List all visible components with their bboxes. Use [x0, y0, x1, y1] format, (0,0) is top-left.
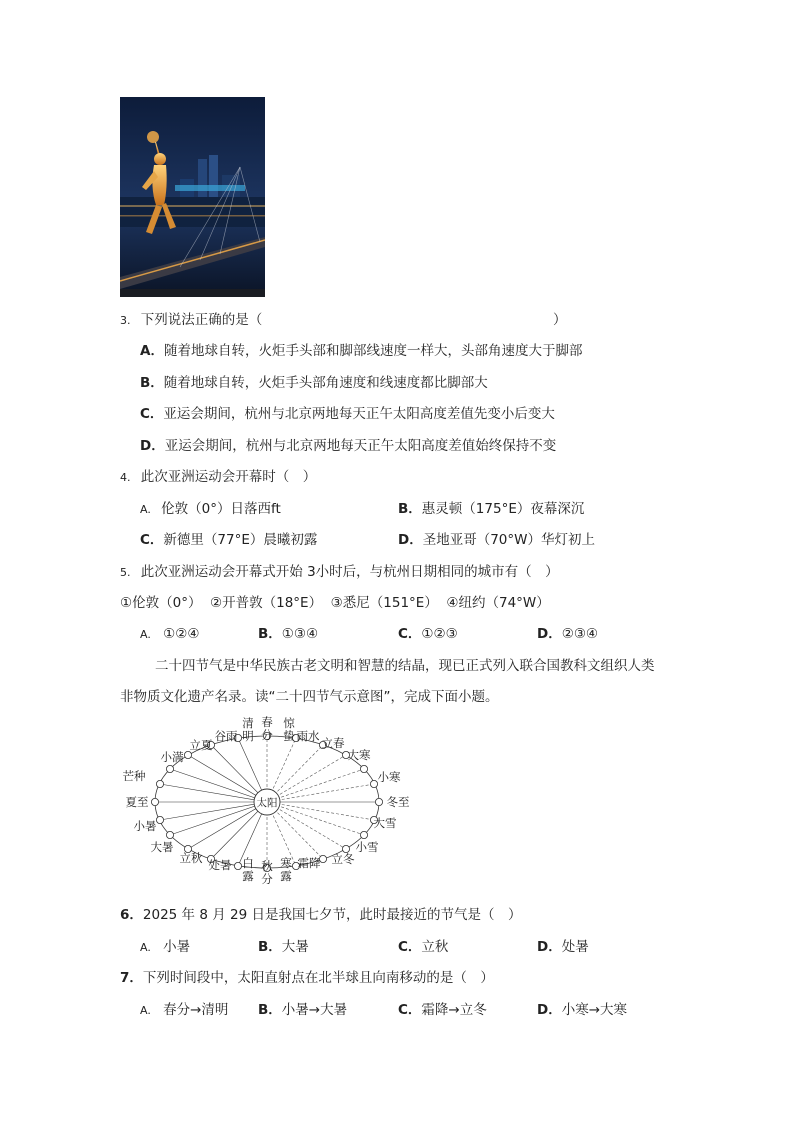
q6-option-d	[537, 938, 589, 956]
option-text: 春分→清明	[163, 1002, 229, 1018]
term-dongzhi: 冬至	[386, 795, 410, 809]
option-text: ②③④	[561, 626, 599, 642]
term-daxue: 大雪	[373, 816, 397, 830]
option-text: ①②④	[163, 626, 200, 642]
q5-option-b	[258, 625, 318, 643]
option-letter: A.	[140, 628, 151, 641]
term-guyu: 谷雨	[214, 729, 238, 743]
option-text: ①③④	[281, 626, 319, 642]
term-dahan: 大寒	[347, 748, 371, 762]
q5-option-d	[537, 625, 598, 643]
q7-option-b	[258, 1001, 347, 1019]
q6-option-b	[258, 938, 309, 956]
sun-label: 太阳	[256, 797, 278, 809]
term-chunfen	[261, 715, 273, 742]
option-text: ①②③	[421, 626, 458, 642]
option-text: 惠灵顿（175°E）夜幕深沉	[421, 501, 585, 517]
term-chunfen-char: 分	[261, 728, 273, 742]
q3-option-b	[140, 374, 488, 392]
term-hanlu: 寒露	[280, 856, 292, 883]
intro-line-1: 二十四节气是中华民族古老文明和智慧的结晶，现已正式列入联合国教科文组织人类	[155, 658, 655, 674]
option-letter: D．	[140, 438, 165, 454]
term-xiaoman: 小满	[160, 750, 184, 764]
option-letter: B．	[258, 939, 282, 955]
term-lixia: 立夏	[189, 738, 213, 752]
term-xiaoxue: 小雪	[355, 840, 379, 854]
q4-stem: 此次亚洲运动会开幕时（ ）	[140, 469, 317, 485]
q4-option-b	[398, 500, 584, 518]
option-letter: A．	[140, 343, 164, 359]
term-mangzhong: 芒种	[122, 769, 146, 783]
option-text: 随着地球自转，火炬手头部和脚部线速度一样大，头部角速度大于脚部	[163, 343, 583, 359]
option-letter: B．	[258, 626, 282, 642]
option-letter: D．	[398, 532, 423, 548]
q5-option-a	[140, 625, 199, 644]
q4-number: 4.	[120, 471, 131, 484]
option-text: 霜降→立冬	[421, 1002, 487, 1018]
term-qingming: 清明	[242, 716, 254, 743]
option-letter: A.	[140, 1004, 151, 1017]
q7-stem: 下列时间段中，太阳直射点在北半球且向南移动的是（ ）	[142, 970, 494, 986]
torchbearer-photo	[120, 97, 265, 297]
q4-option-d	[398, 531, 595, 549]
term-yushui: 雨水	[296, 729, 320, 743]
option-letter: D．	[537, 939, 562, 955]
term-bailu: 白露	[242, 856, 254, 883]
term-shuangjiang: 霜降	[297, 856, 321, 870]
q3-stem: 下列说法正确的是（	[140, 312, 263, 328]
term-xiazhi: 夏至	[125, 795, 149, 809]
term-chushu: 处暑	[208, 858, 232, 872]
q5-cities: ①伦敦（0°） ②开普敦（18°E） ③悉尼（151°E） ④纽约（74°W）	[120, 595, 550, 611]
q3-stem-row	[120, 311, 262, 330]
option-text: 随着地球自转，火炬手头部角速度和线速度都比脚部大	[163, 375, 488, 391]
q4-option-a	[140, 500, 281, 519]
option-letter: C．	[140, 532, 164, 548]
option-text: 小寒→大寒	[561, 1002, 628, 1018]
q6-number: 6．	[120, 907, 143, 923]
q4-option-c	[140, 531, 317, 549]
option-text: 亚运会期间，杭州与北京两地每天正午太阳高度差值始终保持不变	[164, 438, 557, 454]
q7-stem-row	[120, 969, 494, 987]
option-letter: C．	[140, 406, 164, 422]
solar-terms-diagram	[112, 714, 417, 892]
option-letter: C．	[398, 626, 422, 642]
q5-stem-row	[120, 563, 559, 582]
term-xiaohan: 小寒	[377, 770, 401, 784]
option-text: 伦敦（0°）日落西ft	[161, 501, 281, 517]
option-letter: B．	[258, 1002, 282, 1018]
option-text: 处暑	[561, 939, 589, 955]
q5-number: 5.	[120, 566, 131, 579]
q3-number: 3.	[120, 314, 131, 327]
term-lichun: 立春	[321, 736, 345, 750]
option-text: 亚运会期间，杭州与北京两地每天正午太阳高度差值先变小后变大	[163, 406, 555, 422]
option-text: 大暑	[281, 939, 309, 955]
option-text: 新德里（77°E）晨曦初露	[163, 532, 318, 548]
option-text: 立秋	[421, 939, 449, 955]
term-chunfen-char: 春	[261, 715, 273, 729]
term-jingzhe: 惊蛰	[283, 716, 295, 743]
q5-stem: 此次亚洲运动会开幕式开始 3小时后，与杭州日期相同的城市有（ ）	[140, 564, 559, 580]
option-letter: D．	[537, 1002, 562, 1018]
term-liqiu: 立秋	[179, 851, 203, 865]
option-letter: C．	[398, 1002, 422, 1018]
option-letter: A.	[140, 503, 151, 516]
option-letter: B．	[398, 501, 422, 517]
q4-stem-row	[120, 468, 316, 487]
term-lidong: 立冬	[331, 852, 355, 866]
option-text: 圣地亚哥（70°W）华灯初上	[422, 532, 595, 548]
q7-number: 7．	[120, 970, 143, 986]
q5-option-c	[398, 625, 458, 643]
option-text: 小暑→大暑	[281, 1002, 348, 1018]
option-letter: A.	[140, 941, 151, 954]
q7-option-c	[398, 1001, 487, 1019]
q6-stem-row	[120, 906, 522, 924]
q6-option-c	[398, 938, 448, 956]
term-qiufen: 秋分	[261, 859, 273, 886]
q3-option-a	[140, 342, 582, 360]
q3-option-d	[140, 437, 556, 455]
q6-stem: 2025 年 8 月 29 日是我国七夕节，此时最接近的节气是（ ）	[142, 907, 522, 923]
option-letter: B．	[140, 375, 164, 391]
intro-line-2: 非物质文化遗产名录。读“二十四节气示意图”，完成下面小题。	[120, 689, 499, 705]
option-letter: C．	[398, 939, 422, 955]
option-letter: D．	[537, 626, 562, 642]
q3-option-c	[140, 405, 555, 423]
q3-close-paren: ）	[553, 312, 567, 328]
q7-option-a	[140, 1001, 228, 1020]
q7-option-d	[537, 1001, 627, 1019]
option-text: 小暑	[163, 939, 191, 955]
term-dashu: 大暑	[150, 840, 174, 854]
q6-option-a	[140, 938, 190, 957]
term-xiaoshu: 小暑	[133, 819, 157, 833]
